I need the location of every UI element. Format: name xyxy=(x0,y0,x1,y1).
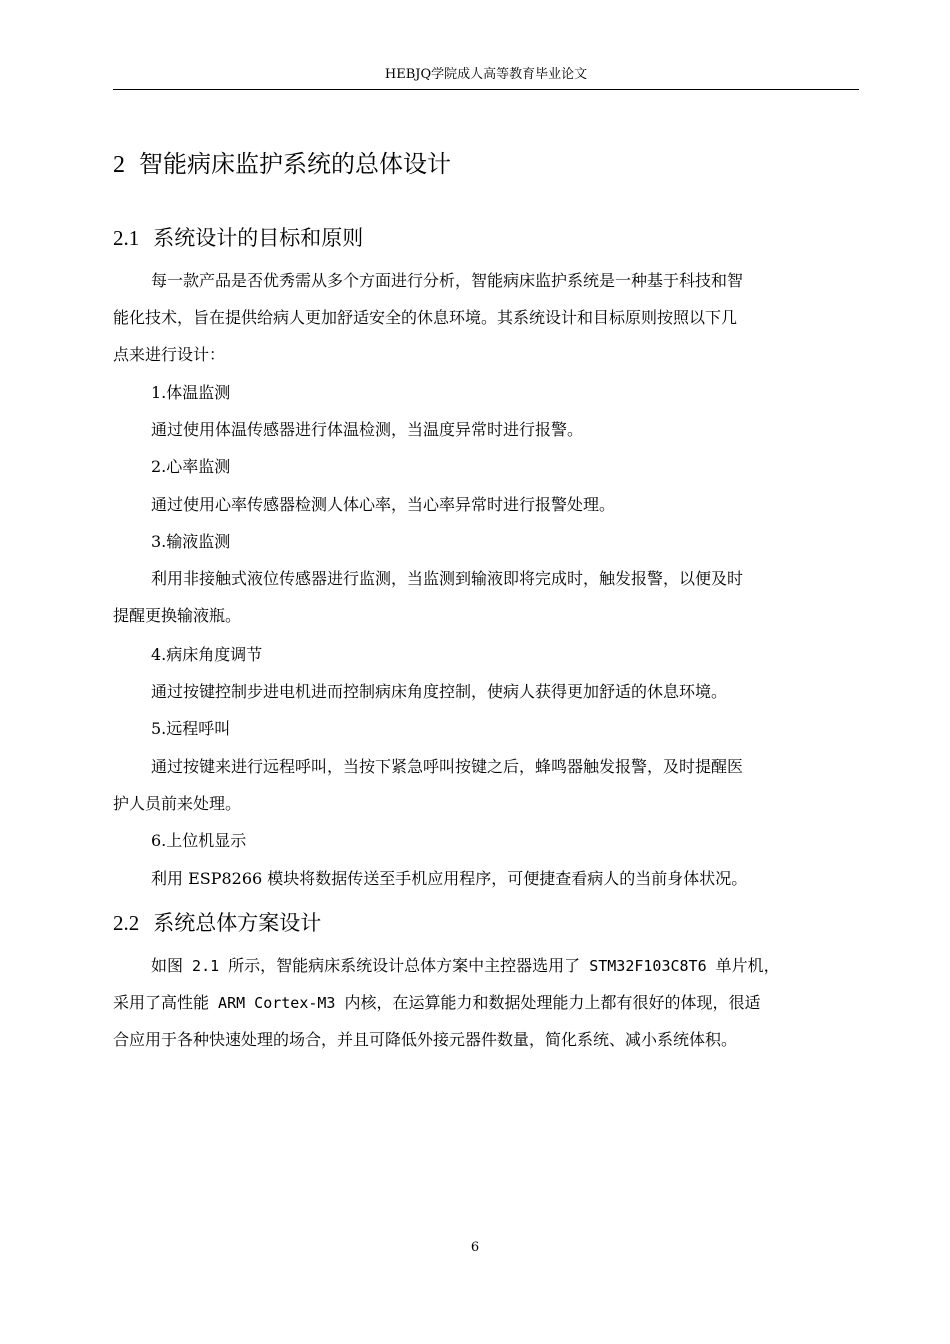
text-run: 如图 xyxy=(151,956,184,975)
list-item-text: 通过使用心率传感器检测人体心率，当心率异常时进行报警处理。 xyxy=(151,495,616,514)
section-number: 2.2 xyxy=(113,911,140,935)
list-item-text: 通过按键来进行远程呼叫，当按下紧急呼叫按键之后，蜂鸣器触发报警，及时提醒医 xyxy=(151,757,744,776)
list-item-heading: 4.病床角度调节 xyxy=(151,645,263,664)
chapter-title: 智能病床监护系统的总体设计 xyxy=(139,150,451,178)
text-run: 内核，在运算能力和数据处理能力上都有很好的体现，很适 xyxy=(344,993,761,1012)
paragraph-line: 每一款产品是否优秀需从多个方面进行分析，智能病床监护系统是一种基于科技和智 xyxy=(151,271,744,290)
section-heading-2-1 xyxy=(113,222,363,254)
paragraph-line: 合应用于各种快速处理的场合，并且可降低外接元器件数量，简化系统、减小系统体积。 xyxy=(113,1030,738,1049)
list-item-text: 利用非接触式液位传感器进行监测，当监测到输液即将完成时，触发报警，以便及时 xyxy=(151,569,744,588)
list-item-heading: 3.输液监测 xyxy=(151,532,231,551)
paragraph-line xyxy=(113,991,761,1015)
mcu-model: STM32F103C8T6 xyxy=(580,957,716,975)
paragraph-line: 能化技术，旨在提供给病人更加舒适安全的休息环境。其系统设计和目标原则按照以下几 xyxy=(113,308,738,327)
section-title: 系统总体方案设计 xyxy=(153,911,322,935)
text-run: 采用了高性能 xyxy=(113,993,210,1012)
list-item-heading: 6.上位机显示 xyxy=(151,831,247,850)
figure-reference: 2.1 xyxy=(183,957,229,975)
list-item-heading: 5.远程呼叫 xyxy=(151,719,231,738)
section-heading-2-2 xyxy=(113,907,321,939)
header-rule xyxy=(113,89,859,90)
text-run: 所示，智能病床系统设计总体方案中主控器选用了 xyxy=(228,956,581,975)
chapter-number: 2 xyxy=(113,152,125,178)
list-item-heading: 1.体温监测 xyxy=(151,383,231,402)
list-item-text: 提醒更换输液瓶。 xyxy=(113,606,242,625)
chapter-heading xyxy=(113,146,451,183)
paragraph-line xyxy=(151,954,780,978)
page-number: 6 xyxy=(470,1240,480,1255)
list-item-text: 护人员前来处理。 xyxy=(113,794,242,813)
list-item-text: 通过使用体温传感器进行体温检测，当温度异常时进行报警。 xyxy=(151,420,584,439)
text-run: 单片机， xyxy=(715,956,780,975)
section-title: 系统设计的目标和原则 xyxy=(153,226,364,250)
list-item-text: 利用 ESP8266 模块将数据传送至手机应用程序，可便捷查看病人的当前身体状况。 xyxy=(151,869,748,888)
section-number: 2.1 xyxy=(113,226,140,250)
list-item-heading: 2.心率监测 xyxy=(151,457,231,476)
list-item-text: 通过按键控制步进电机进而控制病床角度控制，使病人获得更加舒适的休息环境。 xyxy=(151,682,728,701)
paragraph-line: 点来进行设计： xyxy=(113,345,226,364)
core-name: ARM Cortex-M3 xyxy=(209,994,345,1012)
running-header: HEBJQ学院成人高等教育毕业论文 xyxy=(384,67,588,82)
